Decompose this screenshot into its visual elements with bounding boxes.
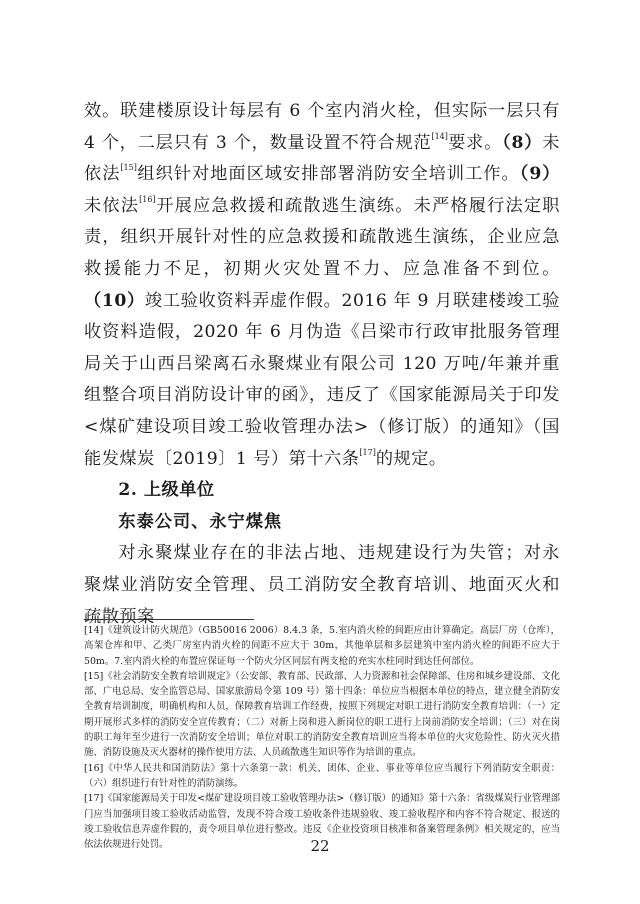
page-number: 22 [310,837,330,855]
footnotes [84,623,560,852]
footnote-divider [84,619,254,620]
text-run: 效。联建楼原设计每层有 6 个室内消火栓，但实际一层只有 4 个，二层只有 3 个，数量设置不符合规范 [84,101,560,153]
footnote-16: [16]《中华人民共和国消防法》第十六条第一款：机关、团体、企业、事业等单位应当履行下列消防安全职责：（六）组织进行有针对性的消防演练。 [84,762,560,789]
footnote-ref-17[interactable]: [17] [359,447,376,457]
footnote-15: [15]《社会消防安全教育培训规定》（公安部、教育部、民政部、人力资源和社会保障部、住房和城乡建设部、文化部、广电总局、安全监管总局、国家旅游局令第 109 号）第十四条：单位应当根据本单位的特点，建立健全消防安全教育培训制度，明确机构和人员，保障教育培训工作经费，按照下列规定对职工进行消防安全教育培训：（一）定期开展形式多样的消防安全宣传教育；（二）对新上岗和进入新岗位的职工进行上岗前消防安全培训；（三）对在岗的职工每年至少进行一次消防安全培训；单位对职工的消防安全教育培训应当将本单位的火灾危险性、防火灭火措施、消防设施及灭火器材的操作使用方法、人员疏散逃生知识等作为培训的重点。 [84,670,560,759]
item-number-8: （8） [502,132,543,153]
item-number-9: （9） [519,164,560,185]
text-run: 的规定。 [375,448,447,469]
text-run: 要求。 [447,132,503,153]
body-paragraph-2: 对永聚煤业存在的非法占地、违规建设行为失管；对永聚煤业消防安全管理、员工消防安全教育培训、地面灭火和疏散预案 [84,543,560,627]
subsection-heading: 东泰公司、永宁煤焦 [118,511,283,532]
footnote-17: [17]《国家能源局关于印发<煤矿建设项目竣工验收管理办法>（修订版）的通知》第十六条：省级煤炭行业管理部门应当加强项目竣工验收活动监管，发现不符合竣工验收条件违规验收、竣工验收程序和内容不符合规定、报送的竣工验收信息弄虚作假的，责令项目单位进行整改。违反《企业投资项目核准和备案管理条例》相关规定的，应当依法依规进行处罚。 [84,793,560,851]
text-run: 未依法 [84,195,140,216]
footnote-ref-16[interactable]: [16] [139,194,156,204]
footnote-ref-15[interactable]: [15] [120,163,137,173]
item-number-10: （10） [84,290,145,311]
footnote-ref-14[interactable]: [14] [431,131,448,141]
text-run: 开展应急救援和疏散逃生演练。未严格履行法定职责，组织开展针对性的应急救援和疏散逃生演练，企业应急救援能力不足，初期火灾处置不力、应急准备不到位。 [84,195,560,279]
main-text [84,96,560,633]
section-heading: 2. 上级单位 [118,480,215,501]
footnote-14: [14]《建筑设计防火规范》（GB50016 2006）8.4.3 条，5.室内消火栓的间距应由计算确定。高层厂房（仓库），高架仓库和甲、乙类厂房室内消火栓的间距不应大于 30m，其他单层和多层建筑中室内消火栓的间距不应大于 50m。7.室内消火栓的布置应保证每一个防火分区同层有两支枪的充实水柱同时到达任何部位。 [84,625,560,667]
body-paragraph-1 [84,96,560,475]
text-run: 组织针对地面区域安排部署消防安全培训工作。 [136,164,520,185]
text-run: 竣工验收资料弄虚作假。2016 年 9 月联建楼竣工验收资料造假，2020 年 6 月伪造《吕梁市行政审批服务管理局关于山西吕梁离石永聚煤业有限公司 120 万吨/年兼并重组整合项目消防设计审的函》，违反了《国家能源局关于印发<煤矿建设项目竣工验收管理办法>（修订版）的通知》（国能发煤炭〔2019〕1 号）第十六条 [84,290,560,469]
text-run: 未依法 [84,132,560,185]
